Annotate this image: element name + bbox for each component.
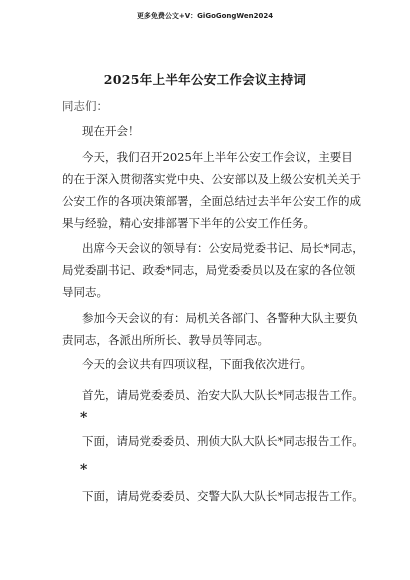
page-header-watermark: 更多免费公文+V：GiGoGongWen2024 bbox=[136, 12, 274, 20]
separator-star-2: * bbox=[80, 462, 88, 478]
paragraph-attending-leaders: 出席今天会议的领导有：公安局党委书记、局长*同志，局党委副书记、政委*同志，局党委委员以及在家的各位领导同志。 bbox=[62, 241, 364, 299]
separator-star-1: * bbox=[80, 410, 88, 426]
paragraph-item-2: 下面，请局党委委员、刑侦大队大队长*同志报告工作。 bbox=[82, 434, 364, 448]
paragraph-agenda: 今天的会议共有四项议程，下面我依次进行。 bbox=[82, 357, 312, 371]
paragraph-purpose: 今天，我们召开2025年上半年公安工作会议，主要目的在于深入贯彻落实党中央、公安部以及上级公安机关关于公安工作的各项决策部署，全面总结过去半年公安工作的成果与经验，精心安排部署下半年的公安工作任务。 bbox=[62, 150, 361, 230]
paragraph-item-3: 下面，请局党委委员、交警大队大队长*同志报告工作。 bbox=[82, 489, 364, 503]
paragraph-participants: 参加今天会议的有：局机关各部门、各警种大队主要负责同志，各派出所所长、教导员等同志。 bbox=[62, 311, 358, 347]
salutation: 同志们： bbox=[62, 99, 108, 113]
paragraph-opening: 现在开会！ bbox=[82, 124, 140, 138]
document-title: 2025年上半年公安工作会议主持词 bbox=[103, 72, 307, 87]
paragraph-item-1: 首先，请局党委委员、治安大队大队长*同志报告工作。 bbox=[82, 388, 364, 402]
